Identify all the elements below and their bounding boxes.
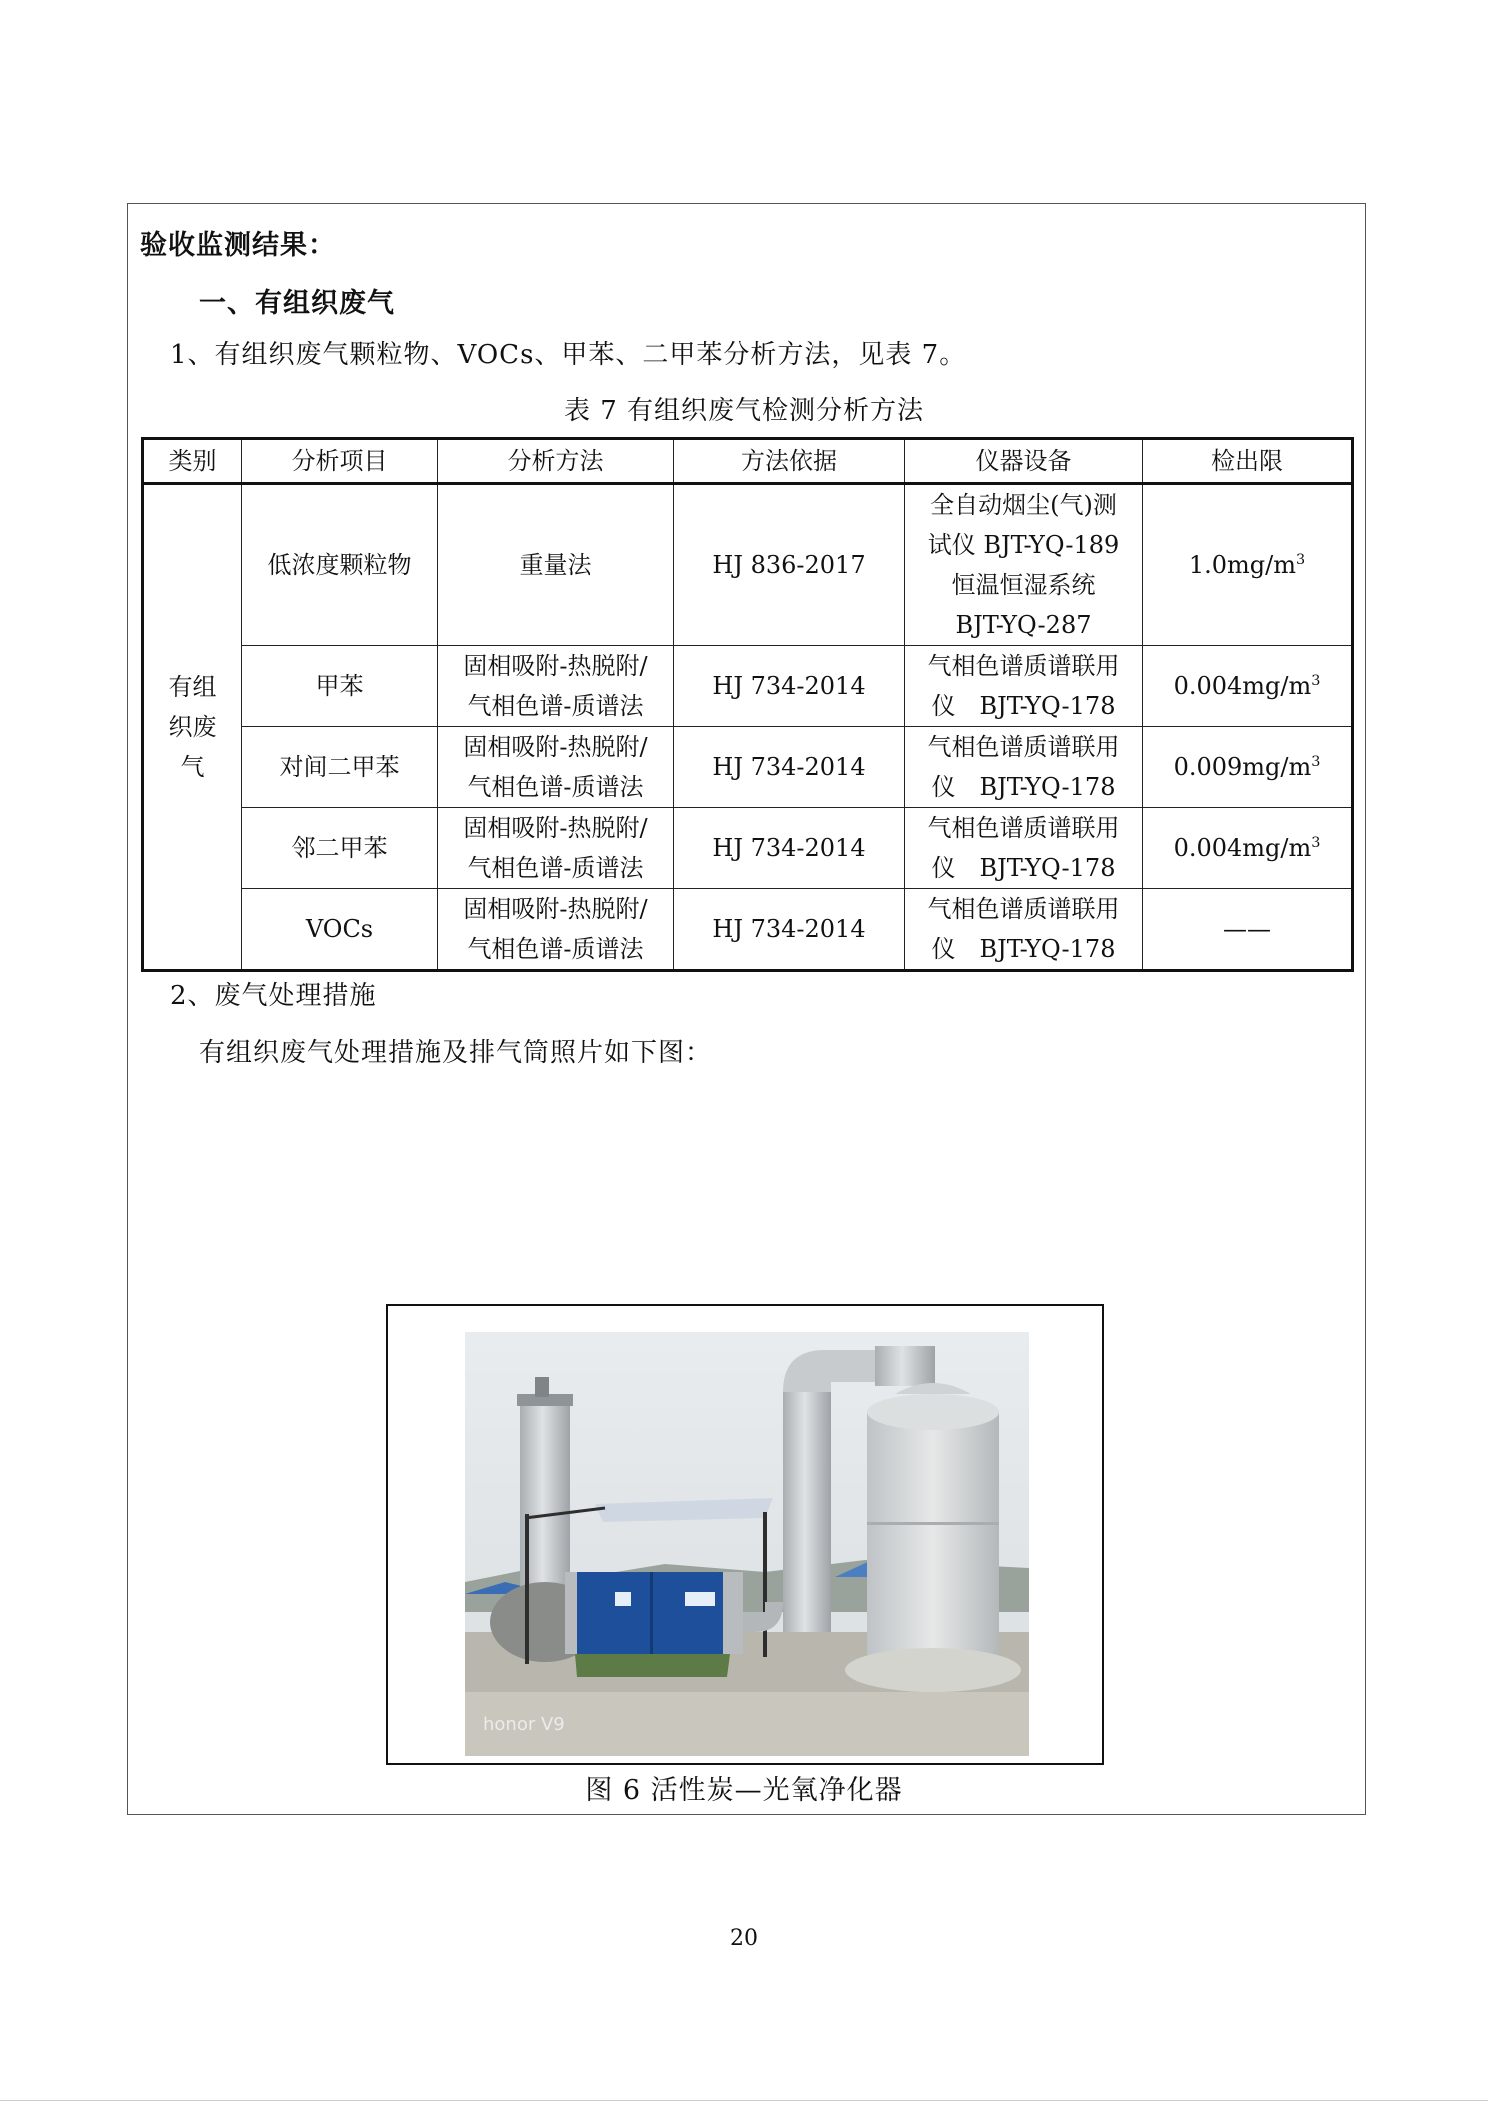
basis-cell: HJ 734-2014 — [674, 646, 905, 727]
header-limit: 检出限 — [1143, 439, 1353, 484]
treatment-equipment-photo — [465, 1332, 1029, 1756]
analysis-method-table — [141, 437, 1354, 972]
photo-watermark: honor V9 — [483, 1714, 565, 1735]
header-basis: 方法依据 — [674, 439, 905, 484]
header-method: 分析方法 — [438, 439, 674, 484]
header-equipment: 仪器设备 — [905, 439, 1143, 484]
figure-caption: 图 6 活性炭—光氧净化器 — [585, 1775, 903, 1806]
basis-cell: HJ 734-2014 — [674, 727, 905, 808]
paragraph-treatment-heading: 2、废气处理措施 — [170, 981, 377, 1011]
method-cell: 固相吸附-热脱附/ 气相色谱-质谱法 — [438, 727, 674, 808]
table-row — [143, 808, 1353, 889]
item-cell: 对间二甲苯 — [242, 727, 438, 808]
paragraph-analysis-intro: 1、有组织废气颗粒物、VOCs、甲苯、二甲苯分析方法，见表 7。 — [170, 340, 967, 370]
table-row — [143, 484, 1353, 646]
table-caption: 表 7 有组织废气检测分析方法 — [563, 396, 925, 426]
method-cell: 固相吸附-热脱附/ 气相色谱-质谱法 — [438, 889, 674, 971]
header-category: 类别 — [143, 439, 242, 484]
method-cell: 固相吸附-热脱附/ 气相色谱-质谱法 — [438, 646, 674, 727]
equipment-cell: 气相色谱质谱联用 仪 BJT-YQ-178 — [905, 727, 1143, 808]
equipment-cell: 气相色谱质谱联用 仪 BJT-YQ-178 — [905, 889, 1143, 971]
page-number: 20 — [730, 1926, 758, 1951]
limit-cell: —— — [1143, 889, 1353, 971]
paragraph-photo-intro: 有组织废气处理措施及排气筒照片如下图： — [199, 1038, 713, 1068]
item-cell: 邻二甲苯 — [242, 808, 438, 889]
limit-cell: $0.009mg/m^3$ — [1143, 727, 1353, 808]
table-row — [143, 727, 1353, 808]
limit-cell: $1.0mg/m^3$ — [1143, 484, 1353, 646]
section-title: 验收监测结果： — [140, 230, 336, 261]
limit-cell: $0.004mg/m^3$ — [1143, 808, 1353, 889]
photo-frame — [386, 1304, 1104, 1765]
limit-cell: $0.004mg/m^3$ — [1143, 646, 1353, 727]
basis-cell: HJ 734-2014 — [674, 889, 905, 971]
method-cell: 重量法 — [438, 484, 674, 646]
page-bottom-rule — [0, 2100, 1488, 2101]
table-row — [143, 889, 1353, 971]
basis-cell: HJ 734-2014 — [674, 808, 905, 889]
equipment-cell: 气相色谱质谱联用 仪 BJT-YQ-178 — [905, 646, 1143, 727]
table-row — [143, 646, 1353, 727]
item-cell: 低浓度颗粒物 — [242, 484, 438, 646]
table-header-row — [143, 439, 1353, 484]
subsection-title: 一、有组织废气 — [199, 288, 395, 319]
basis-cell: HJ 836-2017 — [674, 484, 905, 646]
item-cell: 甲苯 — [242, 646, 438, 727]
header-item: 分析项目 — [242, 439, 438, 484]
equipment-cell: 气相色谱质谱联用 仪 BJT-YQ-178 — [905, 808, 1143, 889]
item-cell: VOCs — [242, 889, 438, 971]
category-cell: 有组 织废 气 — [143, 484, 242, 971]
equipment-cell: 全自动烟尘(气)测 试仪 BJT-YQ-189 恒温恒湿系统 BJT-YQ-287 — [905, 484, 1143, 646]
method-cell: 固相吸附-热脱附/ 气相色谱-质谱法 — [438, 808, 674, 889]
